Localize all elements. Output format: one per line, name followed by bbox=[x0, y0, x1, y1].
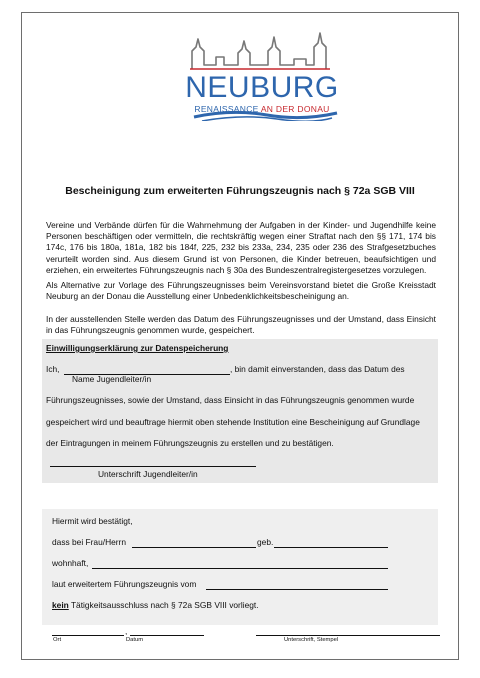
result-rest: Tätigkeitsausschluss nach § 72a SGB VIII vorliegt. bbox=[68, 600, 259, 610]
comma-separator: , bbox=[125, 626, 128, 636]
consent-line1-end: , bin damit einverstanden, dass das Datum des bbox=[230, 364, 405, 374]
signature-label: Unterschrift Jugendleiter/in bbox=[98, 469, 198, 479]
consent-line4: der Eintragungen in meinem Führungszeugnis zu erstellen und zu bestätigen. bbox=[46, 438, 334, 448]
date-label: Datum bbox=[126, 637, 144, 643]
logo-title: NEUBURG bbox=[185, 71, 339, 104]
name-field-label: Name Jugendleiter/in bbox=[72, 374, 152, 384]
neuburg-logo bbox=[172, 21, 352, 121]
stamp-signature-label: Unterschrift, Stempel bbox=[284, 637, 339, 643]
document-heading: Bescheinigung zum erweiterten Führungszeugnis nach § 72a SGB VIII bbox=[65, 185, 415, 197]
storage-paragraph: In der ausstellenden Stelle werden das Datum des Führungszeugnisses und der Umstand, dass Einsicht in das Führungszeugnis genommen wurde, gespeichert. bbox=[46, 314, 436, 336]
signature-input-line[interactable] bbox=[50, 466, 256, 467]
birthdate-input-line[interactable] bbox=[274, 547, 388, 548]
place-label: Ort bbox=[53, 637, 62, 643]
consent-section bbox=[42, 339, 438, 483]
logo-subtitle-part1: RENAISSANCE bbox=[194, 104, 259, 114]
result-keyword: kein bbox=[52, 600, 69, 610]
certificate-date-input-line[interactable] bbox=[206, 589, 388, 590]
confirmation-section bbox=[42, 509, 438, 625]
person-label: dass bei Frau/Herrn bbox=[52, 537, 127, 547]
alternative-paragraph: Als Alternative zur Vorlage des Führungszeugnisses beim Vereinsvorstand bietet die Große Kreisstadt Neuburg an der Donau die Ausstellung einer Unbedenklichkeitsbescheinigung an. bbox=[46, 280, 436, 302]
consent-line3: gespeichert wird und beauftrage hiermit oben stehende Institution eine Bescheinigung auf Grundlage bbox=[46, 417, 420, 427]
stamp-signature-input-line[interactable] bbox=[256, 635, 440, 636]
place-input-line[interactable] bbox=[52, 635, 124, 636]
consent-ich: Ich, bbox=[46, 364, 60, 374]
certificate-label: laut erweitertem Führungszeugnis vom bbox=[52, 579, 197, 589]
consent-line2: Führungszeugnisses, sowie der Umstand, dass Einsicht in das Führungszeugnis genommen wurde bbox=[46, 395, 415, 405]
logo-subtitle bbox=[172, 104, 352, 114]
person-input-line[interactable] bbox=[132, 547, 256, 548]
result-text bbox=[52, 600, 259, 610]
intro-paragraph: Vereine und Verbände dürfen für die Wahrnehmung der Aufgaben in der Kinder- und Jugendhilfe keine Personen beschäftigen oder vermitteln, die rechtskräftig wegen einer Straftat nach den §§ 171, 174 bis 174c, 176 bis 180a, 181a, 182 bis 184f, 225, 232 bis 233a, 234, 235 oder 236 des Strafgesetzbuches verurteilt worden sind. Aus diesem Grund ist von Personen, die Kinder betreuen, beaufsichtigen und erziehen, ein erweitertes Führungszeugnis nach § 30a des Bundeszentralregistergesetzes vorzulegen. bbox=[46, 220, 436, 275]
date-input-line[interactable] bbox=[130, 635, 204, 636]
confirmation-intro: Hiermit wird bestätigt, bbox=[52, 516, 133, 526]
address-label: wohnhaft, bbox=[52, 558, 89, 568]
logo-subtitle-part2: AN DER DONAU bbox=[260, 104, 330, 114]
consent-title: Einwilligungserklärung zur Datenspeicherung bbox=[46, 343, 229, 353]
address-input-line[interactable] bbox=[92, 568, 388, 569]
document-page bbox=[21, 12, 459, 660]
born-label: geb. bbox=[257, 537, 274, 547]
